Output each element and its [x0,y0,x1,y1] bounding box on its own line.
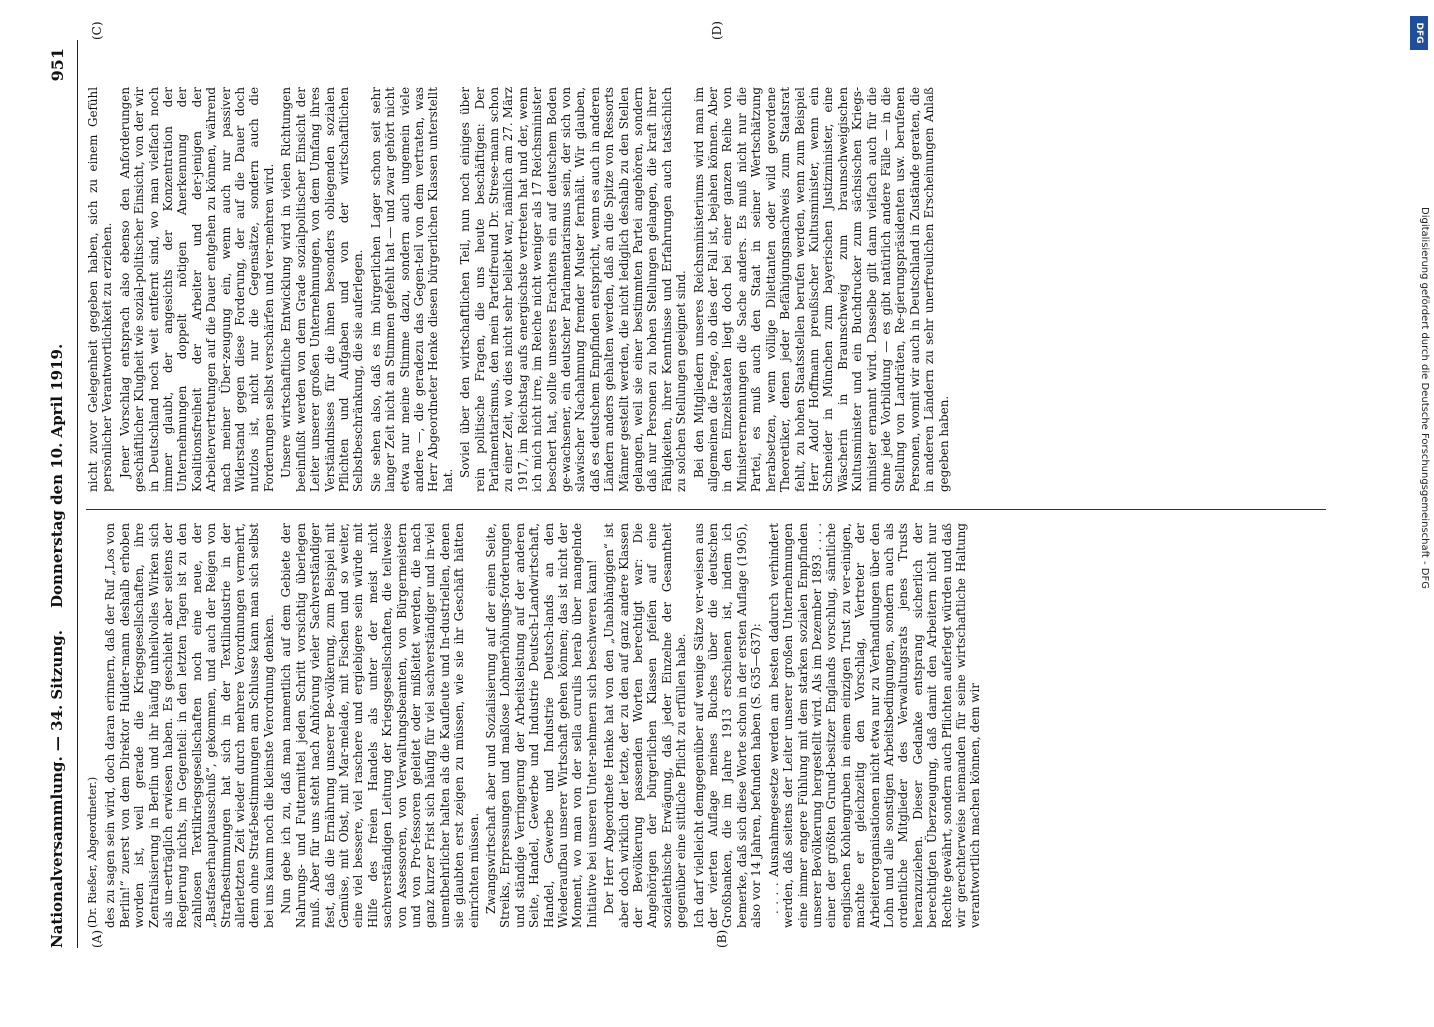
page-number: 951 [48,48,67,82]
text-column-right [86,87,1331,492]
dfg-logo: DFG [1410,16,1428,50]
paragraph: Bei den Mitgliedern unseres Reichsministeriums wird man im allgemeinen die Frage, ob dies der Fall ist, bejahen können. Aber in den Einzelstaaten liegt doch bei einer ganzen Reihe von Ministerernennungen die Sache anders. Es muß nicht nur die Partei, es muß auch den Staat in seiner Wertschätzung herabsetzen, wenn völlige Dilettanten oder wild gewordene Theoretiker, denen jeder Befähigungsnachweis zum Staatsrat fehlt, zu hohen Staatsstellen berufen werden, wenn zum Beispiel Herr Adolf Hoffmann preußischer Kultusminister, wenn ein Schneider in München zum bayerischen Justizminister, eine Wäscherin in Braunschweig zum braunschweigischen Kultusminister und ein Buchdrucker zum sächsischen Kriegs-minister ernannt wird. Dasselbe gilt dann vielfach auch für die ohne jede Vorbildung — es gibt natürlich andere Fälle — in die Stellung von Landräten, Re-gierungspräsidenten usw. berufenen Personen, womit wir auch in Deutschland in Zustände geraten, die in anderen Ländern zu sehr unerfreulichen Erscheinungen Anlaß gegeben haben. [691,87,951,492]
digitization-credit [1408,12,1430,1000]
text-column-left [86,523,1331,928]
column-divider [86,509,1326,510]
header-session-title: Nationalversammlung. — 34. Sitzung. [48,630,66,948]
paragraph: Der Herr Abgeordnete Henke hat von den „Unabhängigen“ ist aber doch wirklich der letzte, der zu den auf ganz andere Klassen der Bevölkerung passenden Worten berechtigt war: Die Angehörigen der bürgerlichen Klassen pfeifen auf eine sozialethische Erwägung, daß jeder Einzelne der Gesamtheit gegenüber eine sittliche Pflicht zu erfüllen habe. [602,523,689,928]
speaker-line: (Dr. Rießer, Abgeordneter.) [86,776,99,928]
header-date: Donnerstag den 10. April 1919. [48,343,66,608]
paragraph: nicht zuvor Gelegenheit gegeben haben, sich zu einem Gefühl persönlicher Verantwortlichkeit zu erziehen. [86,87,115,492]
margin-marker-a: (A) [90,929,104,948]
paragraph: Unsere wirtschaftliche Entwicklung wird in vielen Richtungen beeinflußt werden von dem Grade sozialpolitischer Einsicht der Leiter unserer großen Unternehmungen, von dem Umfang ihres Verständnisses für die ihnen besonders obliegenden sozialen Pflichten und Aufgaben und von der wirtschaftlichen Selbstbeschränkung, die sie auferlegen. [279,87,366,492]
paragraph: Soviel über den wirtschaftlichen Teil, nun noch einiges über rein politische Fragen, die uns heute beschäftigen: Der Parlamentarismus, den mein Parteifreund Dr. Strese-mann schon zu einer Zeit, wo dies nicht sehr beliebt war, nämlich am 27. März 1917, im Reichstag aufs energischste vertreten hat und der, wenn ich mich nicht irre, im Reiche nicht weniger als 17 Reichsminister beschert hat, sollte unseres Erachtens ein auf deutschem Boden ge-wachsener, ein deutscher Parlamentarismus sein, der sich von slawischer Nachahmung fremder Muster fernhält. Wir glauben, daß es deutschem Empfinden entspricht, wenn es auch in anderen Ländern anders gehalten werden, daß an die Spitze von Ressorts Männer gestellt werden, die nicht lediglich deshalb zu den Stellen gelangen, weil sie einer bestimmten Partei angehören, sondern daß nur Personen zu hohen Stellungen gelangen, die kraft ihrer Fähigkeiten, ihrer Kenntnisse und Erfahrungen auch tatsächlich zu solchen Stellungen geeignet sind. [458,87,689,492]
paragraph: des zu sagen sein wird, doch daran erinnern, daß der Ruf „Los von Berlin!“ zuerst von dem Direktor Hulder-mann deshalb erhoben worden ist, weil gerade die Kriegsgesellschaften, ihre Zentralisierung in Berlin und ihr häufig unheilvolles Wirken sich als un-erträglich erwiesen haben. Es geschieht aber seitens der Regierung nichts, im Gegenteil: in den letzten Tagen ist zu den zahllosen Textilkriegsgesellschaften noch eine neue, der „Bastfaserhauptausschuß“, gekommen, und auch der Reigen von Strafbestimmungen hat sich in der Textilindustrie in der allerletzten Zeit wieder durch mehrere Verordnungen vermehrt, denn ohne Straf-bestimmungen am Schlusse kann man sich selbst bei uns kaum noch die kleinste Verordnung denken. [103,523,276,928]
paragraph: Zwangswirtschaft aber und Sozialisierung auf der einen Seite, Streiks, Erpressungen und maßlose Lohnerhöhungs-forderungen und ständige Verringerung der Arbeitsleistung auf der anderen Seite, Handel, Gewerbe und Industrie Deutsch-Landwirtschaft, Handel, Gewerbe und Industrie Deutsch-lands an den Wiederaufbau unserer Wirtschaft gehen können; das ist nicht der Moment, wo man von der sella curulis herab über mangelnde Initiative bei unseren Unter-nehmern sich beschweren kann! [483,523,599,928]
paragraph: Jener Vorschlag entsprach also ebenso den Anforderungen geschäftlicher Klugheit wie sozial-politischer Einsicht, von der wir in Deutschland noch weit entfernt sind, wo man vielfach noch immer glaubt, der angesichts der Konzentration der Unternehmungen doppelt nötigen Anerkennung der Koalitionsfreiheit der Arbeiter und der-jenigen der Arbeitervertretungen auf die Dauer entgehen zu können, während nach meiner Über-zeugung ein, wenn auch nur passiver Widerstand gegen diese Forderung, der auf die Dauer doch nutzlos ist, nicht nur die Gegensätze, sondern auch die Forderungen selbst verschärfen und ver-mehren wird. [117,87,276,492]
margin-marker-d: (D) [710,21,724,40]
margin-marker-c: (C) [90,21,104,40]
credit-text: Digitalisierung gefördert durch die Deutsche Forschungsgemeinschaft - DFG [1419,207,1430,590]
header-rule [77,40,78,948]
paragraph: Nun gebe ich zu, daß man namentlich auf dem Gebiete der Nahrungs- und Futtermittel jeden Schritt vorsichtig überlegen muß. Aber für uns steht nach Anhörung vieler Sachverständiger fest, daß die Ernährung unserer Be-völkerung, zum Beispiel mit Gemüse, mit Obst, mit Mar-melade, mit Fischen und so weiter, eine viel bessere, viel raschere und ergiebigere sein würde mit Hilfe des freien Handels als unter der meist nicht sachverständigen Leitung der Kriegsgesellschaften, die teilweise von Assessoren, von Verwaltungsbeamten, von Bürgermeistern und von Pro-fessoren geleitet oder mißleitet werden, die nach ganz kurzer Frist sich häufig für viel sachverständiger und in-viel unentbehrlicher halten als die Kaufleute und In-dustriellen, denen sie glaubten erst zeigen zu müssen, wie sie ihr Geschäft hätten einrichten müssen. [279,523,481,928]
paragraph: Sie sehen also, daß es im bürgerlichen Lager schon seit sehr langer Zeit nicht an Stimmen gefehlt hat — und zwar gehört nicht etwa nur meine Stimme dazu, sondern auch ungemein viele andere —, die geradezu das Gegen-teil von dem vertraten, was Herr Abgeordneter Henke diesen bürgerlichen Klassen unterstellt hat. [368,87,455,492]
paragraph: Ich darf vielleicht demgegenüber auf wenige Sätze ver-weisen aus der vierten Auflage meines Buches über die deutschen Großbanken, die im Jahre 1913 erschienen ist, indem ich bemerke, daß sich diese Worte schon in der ersten Auflage (1905), also vor 14 Jahren, befunden haben (S. 635—637): [691,523,764,928]
page-header [48,48,72,948]
margin-marker-b: (B) [715,929,729,948]
quote-paragraph: . . . . Ausnahmegesetze werden am besten dadurch verhindert werden, daß seitens der Leiter unserer großen Unternehmungen eine immer engere Fühlung mit dem starken sozialen Empfinden unserer Bevölkerung hergestellt wird. Als im Dezember 1893 . . . . einer der größten Grund-besitzer Englands vorschlug, sämtliche englischen Kohlengruben in einem einzigen Trust zu ver-einigen, machte er gleichzeitig den Vorschlag, Vertreter der Arbeiterorganisationen nicht etwa nur zu Verhandlungen über den Lohn und alle sonstigen Arbeitsbedingungen, sondern auch als ordentliche Mitglieder des Verwaltungsrats jenes Trusts heranzuziehen. Dieser Gedanke entsprang sicherlich der berechtigten Überzeugung, daß damit den Arbeitern nicht nur Rechte gewährt, sondern auch Pflichten auferlegt würden und daß wir gerechterweise niemanden für seine wirtschaftliche Haltung verantwortlich machen können, dem wir [766,523,983,928]
